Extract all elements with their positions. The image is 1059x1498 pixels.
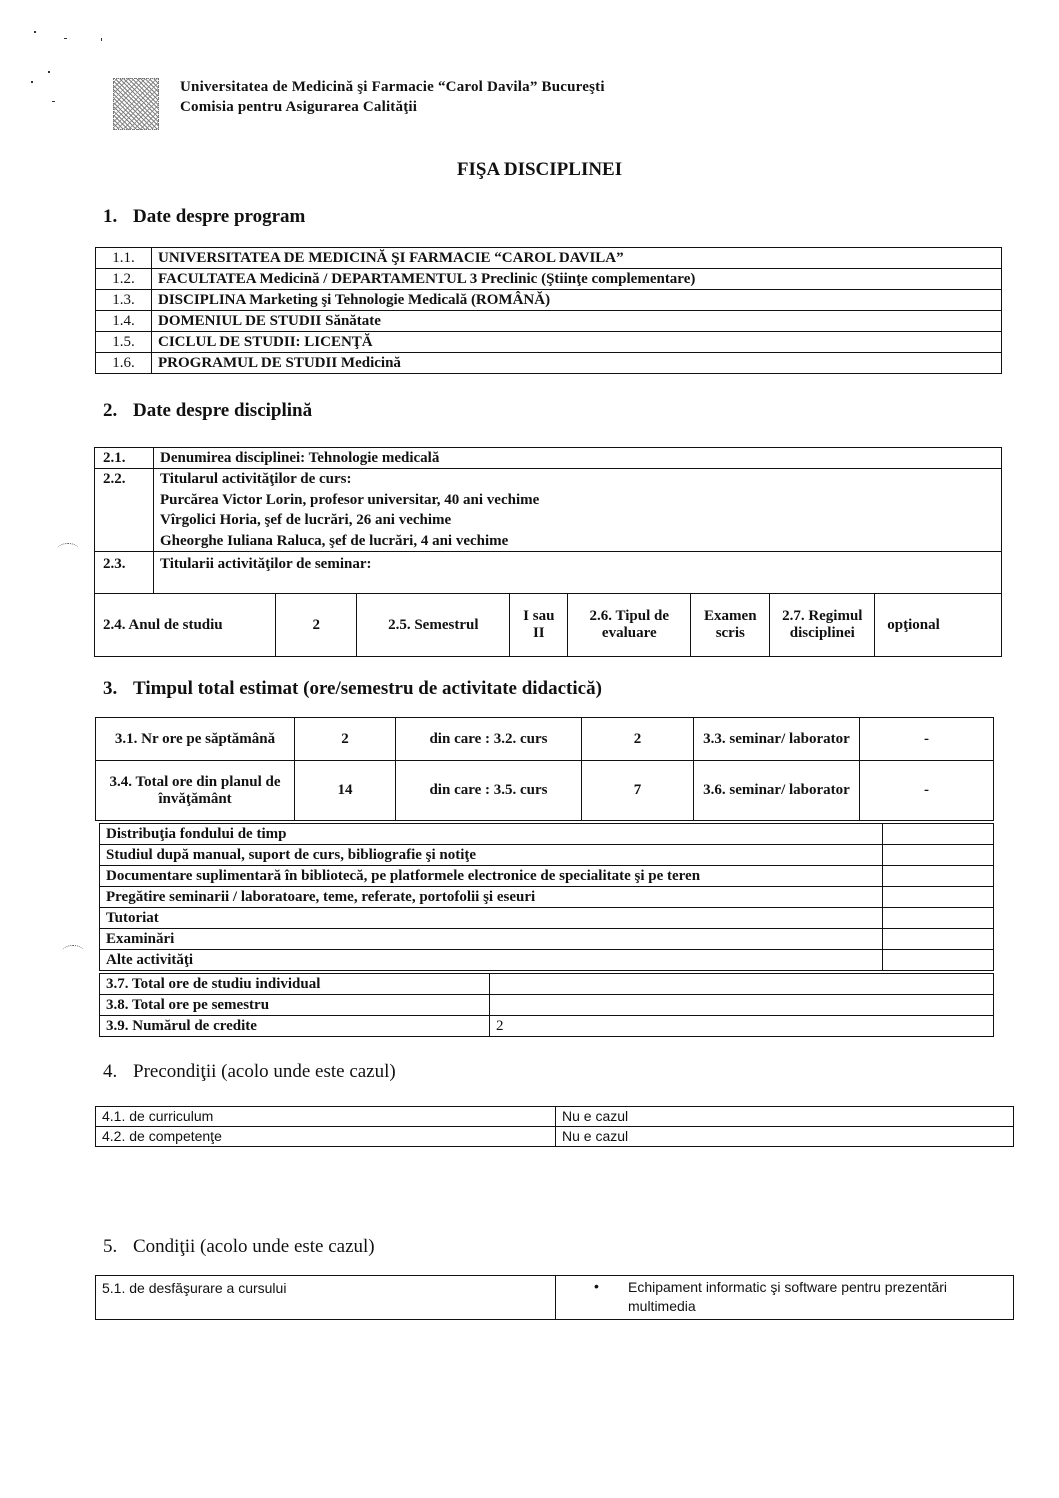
preconditions-table — [95, 1106, 1014, 1147]
program-table — [95, 247, 1002, 374]
scan-speck — [48, 71, 50, 73]
distribution-value — [883, 929, 994, 950]
course-titulars-label: Titularul activităţilor de curs: — [160, 471, 352, 487]
table-row — [100, 950, 994, 971]
distribution-label: Studiul după manual, suport de curs, bibliografie şi notiţe — [100, 845, 883, 866]
precondition-value: Nu e cazul — [556, 1107, 1014, 1127]
table-row — [100, 866, 994, 887]
scan-speck — [34, 31, 36, 33]
weekly-course-label: din care : 3.2. curs — [396, 718, 582, 761]
conditions-table — [95, 1275, 1014, 1320]
table-row — [100, 824, 994, 845]
total-seminar-label: 3.6. seminar/ laborator — [694, 761, 860, 821]
document-title: FIŞA DISCIPLINEI — [456, 159, 623, 180]
condition-value-cell — [556, 1276, 1014, 1320]
section-heading: Date despre program — [133, 206, 306, 227]
weekly-seminar-label: 3.3. seminar/ laborator — [694, 718, 860, 761]
section-number: 2. — [103, 400, 118, 421]
total-course-value: 7 — [582, 761, 694, 821]
scan-mark — [57, 543, 79, 556]
table-row — [95, 448, 1002, 469]
row-value: FACULTATEA Medicină / DEPARTAMENTUL 3 Preclinic (Ştiinţe complementare) — [152, 269, 1002, 290]
weekly-course-value: 2 — [582, 718, 694, 761]
weekly-seminar-value: - — [860, 718, 994, 761]
distribution-value — [883, 950, 994, 971]
distribution-value — [883, 824, 994, 845]
regime-value: opţional — [887, 616, 940, 633]
scan-mark — [62, 945, 84, 958]
evaluation-label: 2.6. Tipul de evaluare — [568, 594, 691, 657]
table-row — [100, 908, 994, 929]
table-row — [100, 1016, 994, 1037]
total-course-label: din care : 3.5. curs — [396, 761, 582, 821]
weekly-hours-value: 2 — [295, 718, 396, 761]
table-row — [100, 887, 994, 908]
row-number: 1.1. — [96, 248, 152, 269]
table-row — [100, 974, 994, 995]
table-row — [96, 761, 994, 821]
row-number: 2.1. — [95, 448, 154, 469]
row-value: CICLUL DE STUDII: LICENŢĂ — [152, 332, 1002, 353]
table-row — [96, 269, 1002, 290]
course-titulars — [154, 469, 1002, 552]
semester-label: 2.5. Semestrul — [357, 594, 510, 657]
distribution-label: Tutoriat — [100, 908, 883, 929]
distribution-value — [883, 908, 994, 929]
distribution-label: Documentare suplimentară în bibliotecă, pe platformele electronice de specialitate şi pe teren — [100, 866, 883, 887]
section-3-title — [103, 678, 602, 700]
row-number: 2.3. — [95, 552, 154, 594]
commission-name: Comisia pentru Asigurarea Calităţii — [180, 99, 418, 115]
total-value: 2 — [490, 1016, 994, 1037]
distribution-label: Examinări — [100, 929, 883, 950]
scan-speck — [31, 81, 33, 83]
total-plan-hours-value: 14 — [295, 761, 396, 821]
table-row — [96, 1107, 1014, 1127]
discipline-name: Denumirea disciplinei: Tehnologie medicală — [154, 448, 1002, 469]
table-row — [96, 290, 1002, 311]
time-table — [95, 717, 994, 821]
precondition-label: 4.1. de curriculum — [96, 1107, 556, 1127]
total-label: 3.9. Numărul de credite — [100, 1016, 490, 1037]
section-1-title — [103, 206, 305, 228]
total-label: 3.8. Total ore pe semestru — [100, 995, 490, 1016]
table-row — [96, 248, 1002, 269]
bullet-icon: • — [594, 1278, 599, 1294]
section-5-title — [103, 1236, 375, 1258]
distribution-value — [883, 845, 994, 866]
table-row — [96, 311, 1002, 332]
scan-speck — [101, 38, 102, 41]
row-number: 1.3. — [96, 290, 152, 311]
section-number: 3. — [103, 678, 118, 699]
row-number: 1.5. — [96, 332, 152, 353]
total-value — [490, 974, 994, 995]
row-number: 1.4. — [96, 311, 152, 332]
distribution-value — [883, 887, 994, 908]
row-value: UNIVERSITATEA DE MEDICINĂ ŞI FARMACIE “CAROL DAVILA” — [152, 248, 1002, 269]
seminar-titulars: Titularii activităţilor de seminar: — [154, 552, 1002, 594]
year-label: 2.4. Anul de studiu — [95, 594, 276, 657]
precondition-label: 4.2. de competenţe — [96, 1127, 556, 1147]
section-heading: Timpul total estimat (ore/semestru de activitate didactică) — [133, 678, 602, 699]
semester-value: I sau II — [510, 594, 568, 657]
distribution-label: Distribuţia fondului de timp — [100, 824, 883, 845]
scan-speck — [64, 38, 67, 39]
table-row — [96, 1276, 1014, 1320]
table-row — [95, 469, 1002, 552]
regime-group — [770, 594, 1002, 657]
total-seminar-value: - — [860, 761, 994, 821]
table-row — [96, 353, 1002, 374]
discipline-table — [94, 447, 1002, 657]
university-crest-icon — [113, 78, 159, 130]
precondition-value: Nu e cazul — [556, 1127, 1014, 1147]
row-number: 1.6. — [96, 353, 152, 374]
total-value — [490, 995, 994, 1016]
total-plan-hours-label: 3.4. Total ore din planul de învăţământ — [96, 761, 295, 821]
section-heading: Condiţii (acolo unde este cazul) — [133, 1236, 375, 1257]
condition-label: 5.1. de desfăşurare a cursului — [96, 1276, 556, 1320]
section-2-title — [103, 400, 312, 422]
distribution-label: Pregătire seminarii / laboratoare, teme, referate, portofolii şi eseuri — [100, 887, 883, 908]
section-number: 5. — [103, 1236, 118, 1257]
time-totals-table — [99, 973, 994, 1037]
section-heading: Date despre disciplină — [133, 400, 313, 421]
section-heading: Precondiţii (acolo unde este cazul) — [133, 1061, 396, 1082]
table-row — [96, 718, 994, 761]
titular-item: Purcărea Victor Lorin, profesor universitar, 40 ani vechime — [160, 491, 540, 508]
table-row — [96, 332, 1002, 353]
table-row — [96, 1127, 1014, 1147]
total-label: 3.7. Total ore de studiu individual — [100, 974, 490, 995]
section-4-title — [103, 1061, 396, 1083]
distribution-label: Alte activităţi — [100, 950, 883, 971]
titular-item: Vîrgolici Horia, şef de lucrări, 26 ani vechime — [160, 512, 452, 528]
regime-label: 2.7. Regimul disciplinei — [770, 594, 875, 656]
titular-item: Gheorghe Iuliana Raluca, şef de lucrări, 4 ani vechime — [160, 532, 509, 549]
row-number: 2.2. — [95, 469, 154, 552]
table-row — [100, 995, 994, 1016]
year-value: 2 — [276, 594, 357, 657]
section-number: 4. — [103, 1061, 118, 1082]
university-name: Universitatea de Medicină şi Farmacie “Carol Davila” Bucureşti — [180, 79, 605, 95]
row-value: DISCIPLINA Marketing şi Tehnologie Medicală (ROMÂNĂ) — [152, 290, 1002, 311]
table-row — [100, 845, 994, 866]
table-row — [95, 552, 1002, 594]
scan-speck — [52, 101, 55, 102]
row-number: 1.2. — [96, 269, 152, 290]
weekly-hours-label: 3.1. Nr ore pe săptămână — [96, 718, 295, 761]
condition-value: Echipament informatic şi software pentru prezentări multimedia — [628, 1279, 948, 1314]
distribution-value — [883, 866, 994, 887]
table-row — [95, 594, 1002, 657]
row-value: DOMENIUL DE STUDII Sănătate — [152, 311, 1002, 332]
section-number: 1. — [103, 206, 118, 227]
table-row — [100, 929, 994, 950]
time-distribution-table — [99, 823, 994, 971]
evaluation-value: Examen scris — [691, 594, 770, 657]
row-value: PROGRAMUL DE STUDII Medicină — [152, 353, 1002, 374]
